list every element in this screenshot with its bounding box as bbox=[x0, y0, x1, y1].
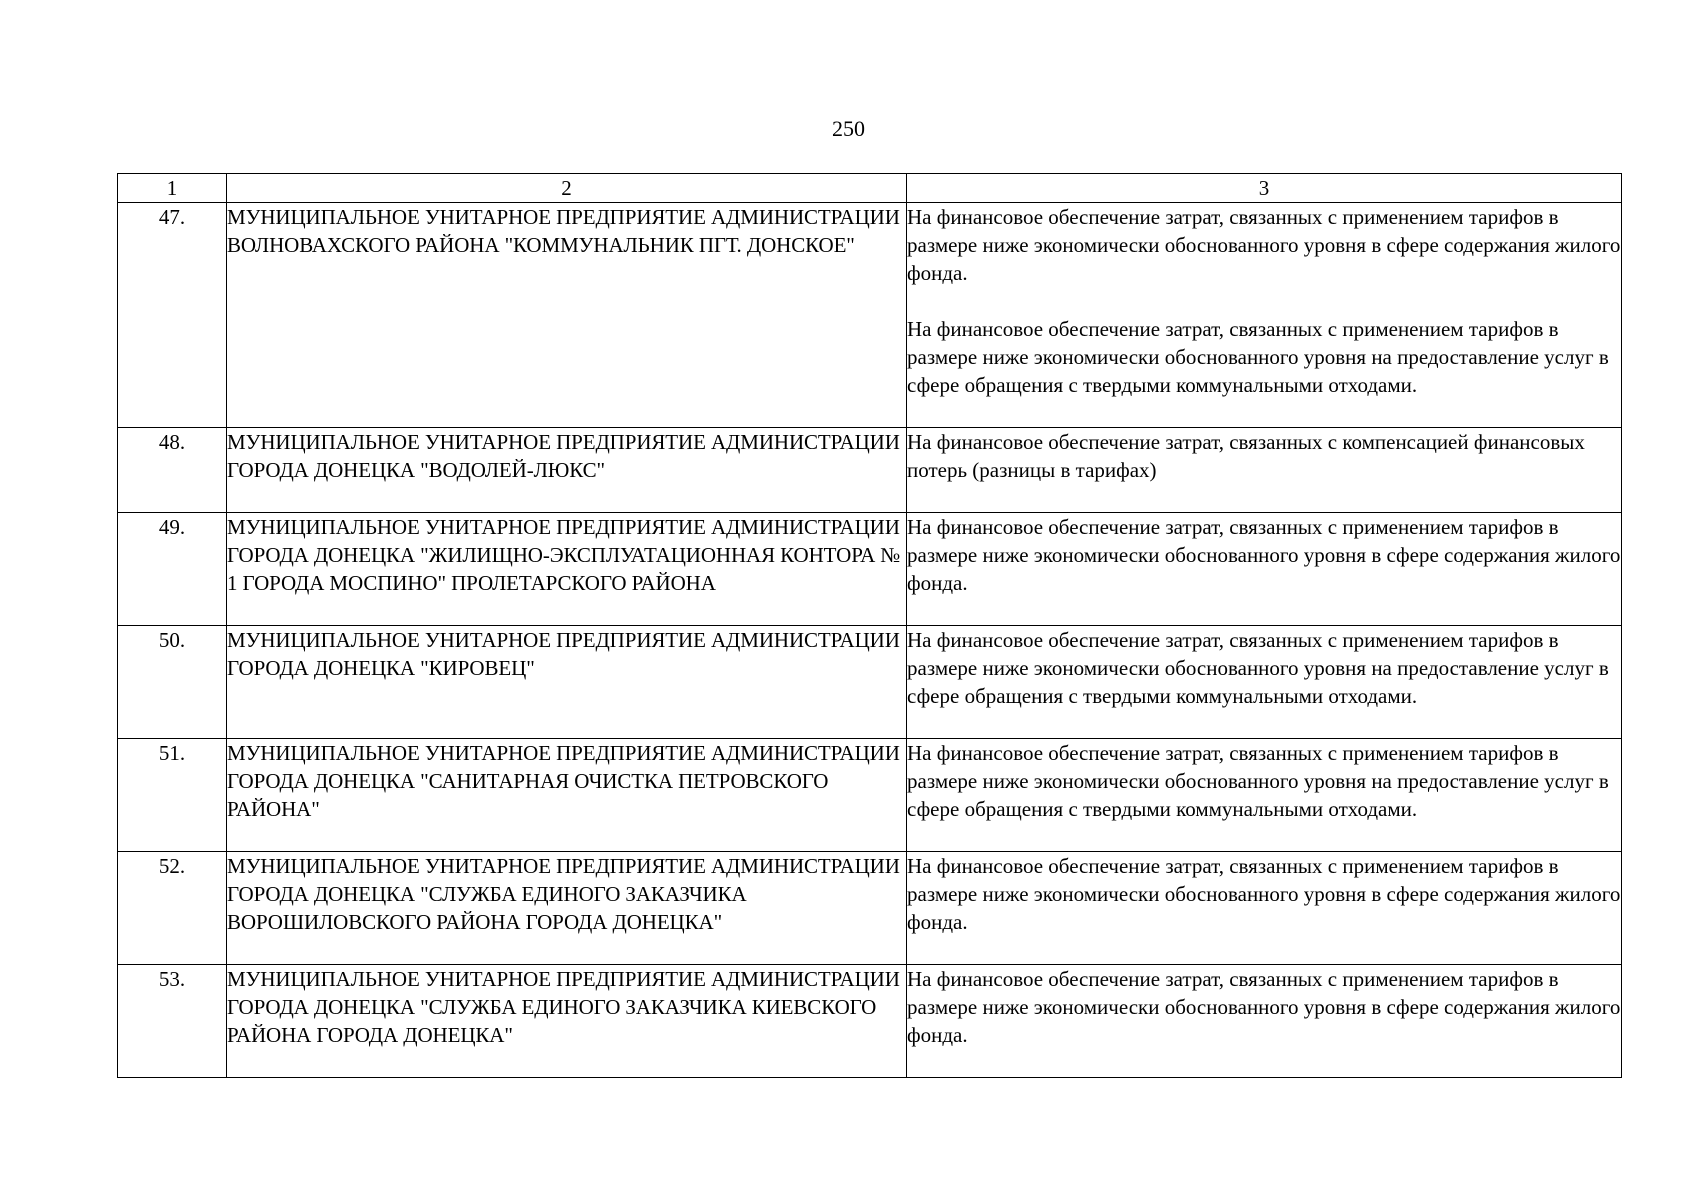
organization-name: МУНИЦИПАЛЬНОЕ УНИТАРНОЕ ПРЕДПРИЯТИЕ АДМИНИСТРАЦИИ ГОРОДА ДОНЕЦКА "ВОДОЛЕЙ-ЛЮКС" bbox=[227, 428, 907, 513]
subsidy-purpose bbox=[907, 428, 1622, 513]
row-number: 51. bbox=[118, 739, 227, 852]
table-row bbox=[118, 428, 1622, 513]
table-row bbox=[118, 965, 1622, 1078]
purpose-paragraph: На финансовое обеспечение затрат, связанных с применением тарифов в размере ниже экономически обоснованного уровня на предоставление услуг в сфере обращения с твердыми коммунальными отходами. bbox=[907, 317, 1609, 397]
table-row bbox=[118, 513, 1622, 626]
table-row bbox=[118, 203, 1622, 428]
organization-name: МУНИЦИПАЛЬНОЕ УНИТАРНОЕ ПРЕДПРИЯТИЕ АДМИНИСТРАЦИИ ГОРОДА ДОНЕЦКА "СЛУЖБА ЕДИНОГО ЗАКАЗЧИКА ВОРОШИЛОВСКОГО РАЙОНА ГОРОДА ДОНЕЦКА" bbox=[227, 852, 907, 965]
row-number: 50. bbox=[118, 626, 227, 739]
purpose-paragraph: На финансовое обеспечение затрат, связанных с применением тарифов в размере ниже экономически обоснованного уровня в сфере содержания жилого фонда. bbox=[907, 967, 1621, 1047]
organization-name: МУНИЦИПАЛЬНОЕ УНИТАРНОЕ ПРЕДПРИЯТИЕ АДМИНИСТРАЦИИ ГОРОДА ДОНЕЦКА "СЛУЖБА ЕДИНОГО ЗАКАЗЧИКА КИЕВСКОГО РАЙОНА ГОРОДА ДОНЕЦКА" bbox=[227, 965, 907, 1078]
organization-name: МУНИЦИПАЛЬНОЕ УНИТАРНОЕ ПРЕДПРИЯТИЕ АДМИНИСТРАЦИИ ВОЛНОВАХСКОГО РАЙОНА "КОММУНАЛЬНИК ПГТ. ДОНСКОЕ" bbox=[227, 203, 907, 428]
purpose-paragraph: На финансовое обеспечение затрат, связанных с применением тарифов в размере ниже экономически обоснованного уровня в сфере содержания жилого фонда. bbox=[907, 854, 1621, 934]
purpose-paragraph: На финансовое обеспечение затрат, связанных с применением тарифов в размере ниже экономически обоснованного уровня в сфере содержания жилого фонда. bbox=[907, 205, 1621, 285]
column-header-number: 1 bbox=[118, 174, 227, 203]
purpose-paragraph: На финансовое обеспечение затрат, связанных с применением тарифов в размере ниже экономически обоснованного уровня на предоставление услуг в сфере обращения с твердыми коммунальными отходами. bbox=[907, 741, 1609, 821]
table-row bbox=[118, 739, 1622, 852]
subsidy-purpose bbox=[907, 626, 1622, 739]
table-row bbox=[118, 626, 1622, 739]
subsidy-purpose bbox=[907, 203, 1622, 428]
table-header-row bbox=[118, 174, 1622, 203]
row-number: 52. bbox=[118, 852, 227, 965]
purpose-paragraph: На финансовое обеспечение затрат, связанных с компенсацией финансовых потерь (разницы в тарифах) bbox=[907, 430, 1585, 482]
column-header-purpose: 3 bbox=[907, 174, 1622, 203]
table-row bbox=[118, 852, 1622, 965]
organization-name: МУНИЦИПАЛЬНОЕ УНИТАРНОЕ ПРЕДПРИЯТИЕ АДМИНИСТРАЦИИ ГОРОДА ДОНЕЦКА "САНИТАРНАЯ ОЧИСТКА ПЕТРОВСКОГО РАЙОНА" bbox=[227, 739, 907, 852]
organization-name: МУНИЦИПАЛЬНОЕ УНИТАРНОЕ ПРЕДПРИЯТИЕ АДМИНИСТРАЦИИ ГОРОДА ДОНЕЦКА "КИРОВЕЦ" bbox=[227, 626, 907, 739]
row-number: 53. bbox=[118, 965, 227, 1078]
subsidy-table bbox=[117, 173, 1622, 1078]
subsidy-purpose bbox=[907, 739, 1622, 852]
column-header-organization: 2 bbox=[227, 174, 907, 203]
page-number: 250 bbox=[832, 116, 865, 141]
purpose-paragraph: На финансовое обеспечение затрат, связанных с применением тарифов в размере ниже экономически обоснованного уровня на предоставление услуг в сфере обращения с твердыми коммунальными отходами. bbox=[907, 628, 1609, 708]
purpose-paragraph: На финансовое обеспечение затрат, связанных с применением тарифов в размере ниже экономически обоснованного уровня в сфере содержания жилого фонда. bbox=[907, 515, 1621, 595]
row-number: 47. bbox=[118, 203, 227, 428]
subsidy-purpose bbox=[907, 965, 1622, 1078]
row-number: 49. bbox=[118, 513, 227, 626]
subsidy-purpose bbox=[907, 852, 1622, 965]
subsidy-purpose bbox=[907, 513, 1622, 626]
row-number: 48. bbox=[118, 428, 227, 513]
organization-name: МУНИЦИПАЛЬНОЕ УНИТАРНОЕ ПРЕДПРИЯТИЕ АДМИНИСТРАЦИИ ГОРОДА ДОНЕЦКА "ЖИЛИЩНО-ЭКСПЛУАТАЦИОННАЯ КОНТОРА № 1 ГОРОДА МОСПИНО" ПРОЛЕТАРСКОГО РАЙОНА bbox=[227, 513, 907, 626]
